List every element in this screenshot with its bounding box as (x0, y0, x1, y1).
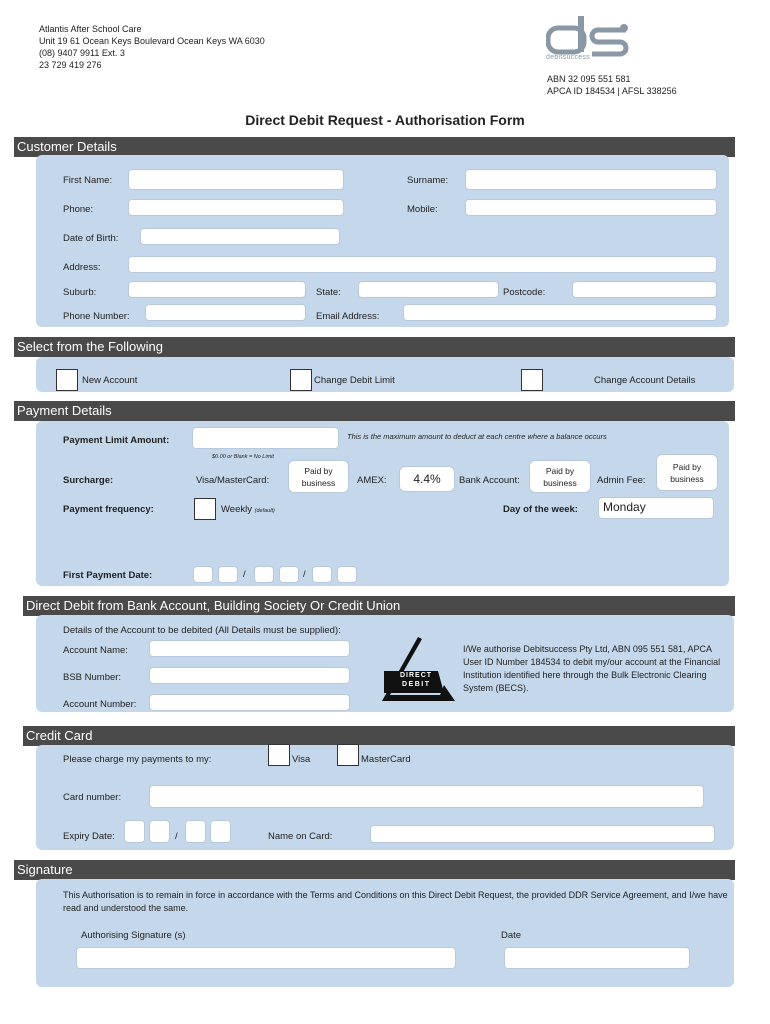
bsb-number-label: BSB Number: (63, 672, 122, 683)
org-address: Unit 19 61 Ocean Keys Boulevard Ocean Keys WA 6030 (39, 36, 265, 46)
surname-field[interactable] (465, 169, 717, 190)
new-account-label: New Account (82, 375, 138, 386)
org-name: Atlantis After School Care (39, 24, 142, 34)
state-label: State: (316, 287, 341, 298)
first-date-month-2[interactable] (279, 566, 299, 583)
first-date-day-1[interactable] (193, 566, 213, 583)
signature-date-field[interactable] (504, 947, 690, 969)
signature-terms-text: This Authorisation is to remain in force in accordance with the Terms and Conditions on this Direct Debit Request, the provided DDR Service Agreement, and I/we have read and understood the same. (63, 890, 728, 913)
organisation-details (39, 23, 265, 71)
signature-date-label: Date (501, 930, 522, 941)
suburb-field[interactable] (128, 281, 306, 298)
postcode-field[interactable] (572, 281, 717, 298)
card-number-label: Card number: (63, 792, 122, 803)
date-separator: / (243, 569, 246, 580)
select-heading: Select from the Following (14, 337, 735, 357)
account-name-label: Account Name: (63, 645, 128, 656)
expiry-month-2[interactable] (149, 820, 170, 843)
amex-label: AMEX: (357, 475, 387, 486)
payment-limit-note: This is the maximum amount to deduct at each centre where a balance occurs (347, 432, 607, 441)
change-debit-limit-label: Change Debit Limit (314, 375, 395, 386)
dd-logo-text-1: DIRECT (400, 672, 433, 679)
signature-field[interactable] (76, 947, 456, 969)
address-field[interactable] (128, 256, 717, 273)
surcharge-label: Surcharge: (63, 475, 114, 486)
visa-mastercard-label: Visa/MasterCard: (196, 475, 270, 486)
provider-abn: ABN 32 095 551 581 (547, 74, 631, 84)
change-account-details-label: Change Account Details (594, 375, 696, 386)
payment-frequency-label: Payment frequency: (63, 504, 154, 515)
email-label: Email Address: (316, 311, 380, 322)
name-on-card-field[interactable] (370, 825, 715, 843)
visa-mc-surcharge-value: Paid by business (288, 460, 349, 493)
expiry-date-label: Expiry Date: (63, 831, 115, 842)
bsb-number-field[interactable] (149, 667, 350, 684)
org-phone: (08) 9407 9911 Ext. 3 (39, 48, 125, 58)
account-name-field[interactable] (149, 640, 350, 657)
credit-card-heading: Credit Card (23, 726, 735, 746)
provider-details (547, 73, 677, 97)
bank-account-surcharge-value: Paid by business (529, 460, 591, 493)
bank-account-label: Bank Account: (459, 475, 520, 486)
phone-number-label: Phone Number: (63, 311, 130, 322)
expiry-year-2[interactable] (210, 820, 231, 843)
org-abn: 23 729 419 276 (39, 60, 102, 70)
date-separator: / (303, 569, 306, 580)
page-title: Direct Debit Request - Authorisation Form (245, 112, 525, 128)
mobile-field[interactable] (465, 199, 717, 216)
mastercard-label: MasterCard (361, 754, 411, 765)
payment-limit-field[interactable] (192, 427, 339, 449)
bank-intro-text: Details of the Account to be debited (All Details must be supplied): (63, 625, 341, 636)
admin-fee-label: Admin Fee: (597, 475, 646, 486)
provider-apca: APCA ID 184534 | AFSL 338256 (547, 86, 677, 96)
payment-details-heading: Payment Details (14, 401, 735, 421)
state-field[interactable] (358, 281, 499, 298)
dob-label: Date of Birth: (63, 233, 119, 244)
dob-field[interactable] (140, 228, 340, 245)
first-date-year-2[interactable] (337, 566, 357, 583)
first-name-field[interactable] (128, 169, 344, 190)
weekly-checkbox[interactable] (194, 498, 216, 520)
mobile-label: Mobile: (407, 204, 438, 215)
charge-to-label: Please charge my payments to my: (63, 754, 212, 765)
first-date-month-1[interactable] (254, 566, 274, 583)
expiry-separator: / (175, 831, 178, 842)
authorising-signature-label: Authorising Signature (s) (81, 930, 186, 941)
expiry-year-1[interactable] (185, 820, 206, 843)
direct-debit-logo-icon (380, 637, 455, 701)
default-tag: (default) (254, 508, 275, 514)
first-date-year-1[interactable] (312, 566, 332, 583)
mastercard-checkbox[interactable] (337, 744, 359, 766)
phone-field[interactable] (128, 199, 344, 216)
account-number-label: Account Number: (63, 699, 137, 710)
amex-surcharge-value: 4.4% (399, 466, 455, 492)
payment-limit-label: Payment Limit Amount: (63, 435, 170, 446)
account-number-field[interactable] (149, 694, 350, 711)
direct-debit-heading: Direct Debit from Bank Account, Building Society Or Credit Union (23, 596, 735, 616)
email-field[interactable] (403, 304, 717, 321)
weekly-label (221, 504, 275, 515)
weekly-text: Weekly (221, 504, 252, 515)
suburb-label: Suburb: (63, 287, 97, 298)
authorise-text: I/We authorise Debitsuccess Pty Ltd, ABN 095 551 581, APCA User ID Number 184534 to debit my/our account at the Financial Institution identified here through the Bulk Electronic Clearing System (BECS). (463, 644, 721, 693)
logo-text: debitsuccess (546, 54, 591, 61)
phone-label: Phone: (63, 204, 94, 215)
phone-number-field[interactable] (145, 304, 306, 321)
dd-logo-text-2: DEBIT (402, 681, 431, 688)
debitsuccess-logo (546, 16, 632, 62)
postcode-label: Postcode: (503, 287, 546, 298)
direct-debit-logo (380, 637, 455, 701)
signature-heading: Signature (14, 860, 735, 880)
day-of-week-field[interactable]: Monday (598, 497, 714, 519)
day-of-week-label: Day of the week: (503, 504, 578, 515)
visa-checkbox[interactable] (268, 744, 290, 766)
customer-details-heading: Customer Details (14, 137, 735, 157)
visa-label: Visa (292, 754, 311, 765)
change-debit-limit-checkbox[interactable] (290, 369, 312, 391)
surname-label: Surname: (407, 175, 449, 186)
card-number-field[interactable] (149, 785, 704, 808)
admin-fee-value: Paid by business (656, 454, 718, 491)
expiry-month-1[interactable] (124, 820, 145, 843)
payment-limit-hint: $0.00 or Blank = No Limit (212, 454, 274, 460)
first-date-day-2[interactable] (218, 566, 238, 583)
new-account-checkbox[interactable] (56, 369, 78, 391)
first-payment-date-label: First Payment Date: (63, 570, 153, 581)
name-on-card-label: Name on Card: (268, 831, 333, 842)
address-label: Address: (63, 262, 101, 273)
first-name-label: First Name: (63, 175, 113, 186)
change-account-details-checkbox[interactable] (521, 369, 543, 391)
